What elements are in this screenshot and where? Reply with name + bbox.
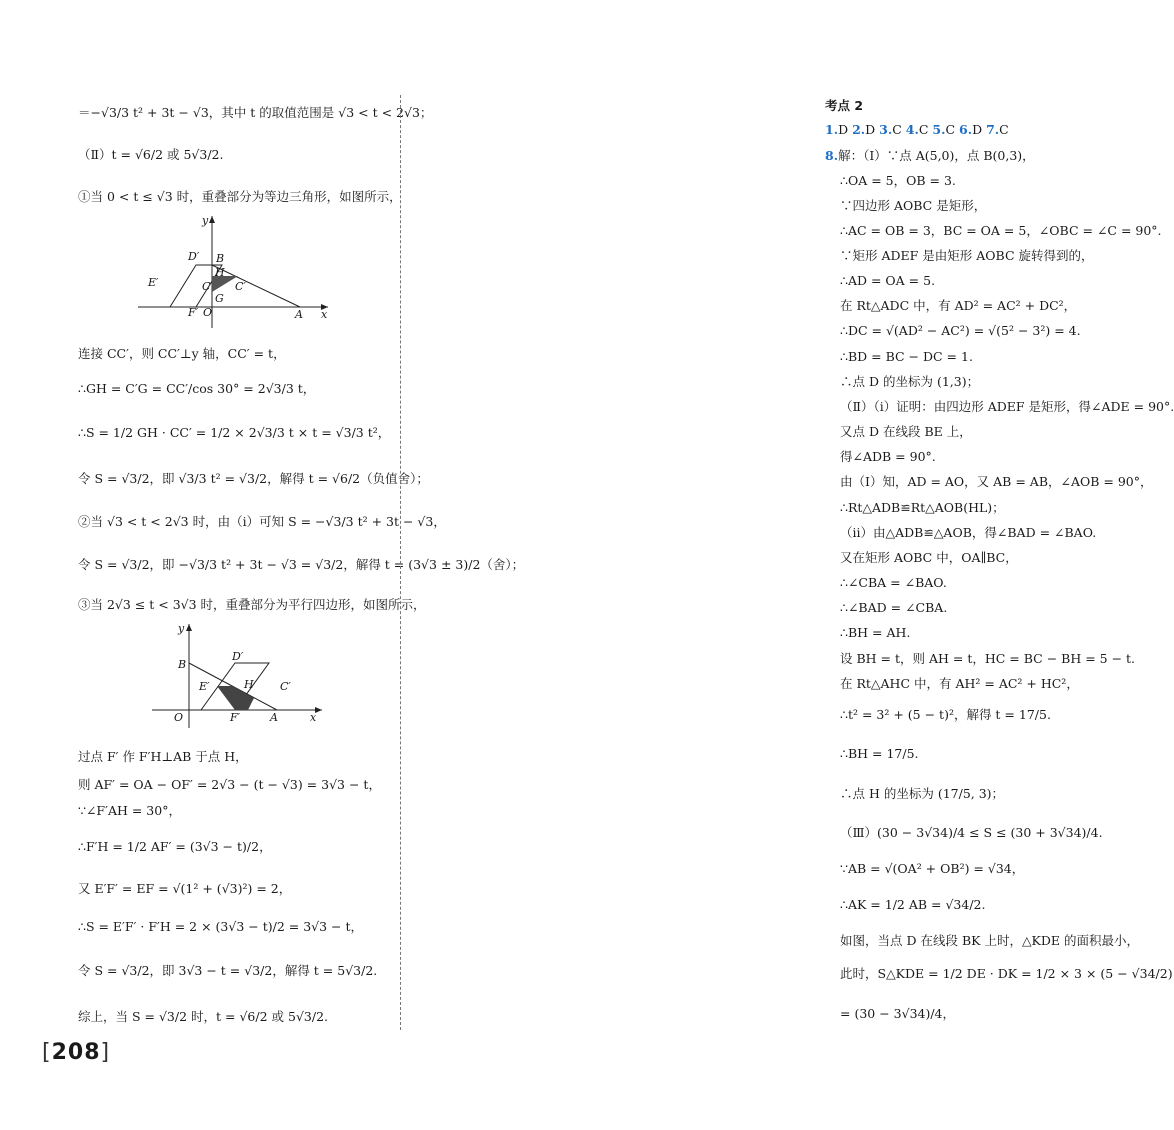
figure-2-parallelogram-overlap: [152, 620, 332, 730]
left-line-6: ∴S = 1/2 GH · CC′ = 1/2 × 2√3/3 t × t = √3/3 t²，: [78, 425, 391, 440]
left-line-17: 令 S = √3/2，即 3√3 − t = √3/2，解得 t = 5√3/2.: [78, 963, 378, 978]
answer-num-5: 5.: [932, 122, 946, 137]
answer-val-6: D: [972, 122, 983, 137]
answer-val-1: D: [838, 122, 849, 137]
right-line-13: 得∠ADB = 90°.: [840, 449, 936, 464]
answer-num-6: 6.: [959, 122, 973, 137]
left-line-15: 又 E′F′ = EF = √(1² + (√3)²) = 2，: [78, 881, 292, 896]
left-line-3: ①当 0 < t ≤ √3 时，重叠部分为等边三角形，如图所示，: [78, 189, 402, 204]
left-line-2: （Ⅱ）t = √6/2 或 5√3/2.: [78, 147, 224, 162]
right-line-10: ∴点 D 的坐标为 (1,3)；: [840, 374, 980, 389]
fig1-label-O: O: [203, 306, 213, 319]
fig2-label-x: x: [310, 711, 317, 724]
left-line-9: 令 S = √3/2，即 −√3/3 t² + 3t − √3 = √3/2，解得 t = (3√3 ± 3)/2（舍）；: [78, 557, 525, 572]
left-line-7: 令 S = √3/2，即 √3/3 t² = √3/2，解得 t = √6/2（负值舍）；: [78, 471, 429, 486]
right-line-30: 此时，S△KDE = 1/2 DE · DK = 1/2 × 3 × (5 − √34/2): [840, 966, 1173, 981]
right-line-28: ∴AK = 1/2 AB = √34/2.: [840, 897, 986, 912]
left-line-14: ∴F′H = 1/2 AF′ = (3√3 − t)/2，: [78, 839, 272, 854]
fig2-label-B: B: [178, 658, 187, 671]
fig2-label-O: O: [174, 711, 184, 724]
left-line-4: 连接 CC′，则 CC′⊥y 轴，CC′ = t，: [78, 346, 286, 361]
right-line-31: = (30 − 3√34)/4，: [840, 1006, 956, 1021]
right-line-29: 如图，当点 D 在线段 BK 上时，△KDE 的面积最小，: [840, 933, 1140, 948]
left-line-13: ∵∠F′AH = 30°，: [78, 803, 181, 818]
column-divider: [400, 95, 401, 1030]
fig1-label-D: D′: [188, 250, 200, 263]
answer-val-2: D: [865, 122, 876, 137]
page-number-value: 208: [51, 1040, 101, 1065]
fig2-label-A: A: [270, 711, 278, 724]
left-line-1: ＝−√3/3 t² + 3t − √3，其中 t 的取值范围是 √3 < t < 2√3；: [78, 105, 433, 120]
right-line-8: ∴DC = √(AD² − AC²) = √(5² − 3²) = 4.: [840, 323, 1081, 338]
fig1-label-G: G: [215, 292, 224, 305]
fig2-label-E: E′: [199, 680, 210, 693]
answer-num-1: 1.: [825, 122, 839, 137]
fig2-label-F: F′: [230, 711, 241, 724]
answer-num-2: 2.: [852, 122, 866, 137]
right-line-24: ∴BH = 17/5.: [840, 746, 919, 761]
fig1-label-F: F′: [188, 306, 199, 319]
right-line-15: ∴Rt△ADB≌Rt△AOB(HL)；: [840, 500, 1005, 515]
left-line-12: 则 AF′ = OA − OF′ = 2√3 − (t − √3) = 3√3 − t，: [78, 777, 381, 792]
fig1-label-B: B: [216, 252, 225, 265]
fig2-label-H: H: [244, 678, 254, 691]
fig2-label-y: y: [178, 622, 185, 635]
right-line-22: 在 Rt△AHC 中，有 AH² = AC² + HC²，: [840, 676, 1079, 691]
left-line-10: ③当 2√3 ≤ t < 3√3 时，重叠部分为平行四边形，如图所示，: [78, 597, 426, 612]
right-line-14: 由（Ⅰ）知，AD = AO，又 AB = AB，∠AOB = 90°，: [840, 474, 1153, 489]
q8-number: 8.: [825, 148, 839, 163]
left-line-8: ②当 √3 < t < 2√3 时，由（ⅰ）可知 S = −√3/3 t² + 3t − √3，: [78, 514, 446, 529]
right-line-11: （Ⅱ）（ⅰ）证明：由四边形 ADEF 是矩形，得∠ADE = 90°.: [840, 399, 1174, 414]
answer-val-7: C: [999, 122, 1009, 137]
answer-row: [825, 121, 1009, 139]
right-line-25: ∴点 H 的坐标为 (17/5, 3)；: [840, 786, 1005, 801]
right-line-23: ∴t² = 3² + (5 − t)²，解得 t = 17/5.: [840, 707, 1051, 722]
right-line-19: ∴∠BAD = ∠CBA.: [840, 600, 948, 615]
left-line-16: ∴S = E′F′ · F′H = 2 × (3√3 − t)/2 = 3√3 − t，: [78, 919, 364, 934]
fig1-label-y: y: [202, 214, 209, 227]
fig1-label-E: E′: [148, 276, 159, 289]
right-line-12: 又点 D 在线段 BE 上，: [840, 424, 972, 439]
right-line-26: （Ⅲ）(30 − 3√34)/4 ≤ S ≤ (30 + 3√34)/4.: [840, 825, 1103, 840]
right-line-4: ∴AC = OB = 3，BC = OA = 5，∠OBC = ∠C = 90°.: [840, 223, 1162, 238]
right-line-21: 设 BH = t，则 AH = t，HC = BC − BH = 5 − t.: [840, 651, 1136, 666]
right-line-3: ∵四边形 AOBC 是矩形，: [840, 198, 987, 213]
right-line-7: 在 Rt△ADC 中，有 AD² = AC² + DC²，: [840, 298, 1077, 313]
answer-val-3: C: [892, 122, 902, 137]
fig1-label-A: A: [295, 308, 303, 321]
left-line-18: 综上，当 S = √3/2 时，t = √6/2 或 5√3/2.: [78, 1009, 328, 1024]
fig1-label-C: C: [202, 280, 211, 293]
right-line-2: ∴OA = 5，OB = 3.: [840, 173, 956, 188]
figure-1-triangle-overlap: [138, 210, 338, 330]
answer-num-4: 4.: [905, 122, 919, 137]
answer-val-4: C: [918, 122, 929, 137]
right-line-9: ∴BD = BC − DC = 1.: [840, 349, 973, 364]
right-line-16: （ⅱ）由△ADB≌△AOB，得∠BAD = ∠BAO.: [840, 525, 1097, 540]
right-line-5: ∵矩形 ADEF 是由矩形 AOBC 旋转得到的，: [840, 248, 1094, 263]
left-line-11: 过点 F′ 作 F′H⊥AB 于点 H，: [78, 749, 248, 764]
q8-line-1: [825, 147, 1035, 165]
q8-line-1-text: 解：（Ⅰ）∵点 A(5,0)，点 B(0,3)，: [838, 148, 1035, 163]
fig2-label-D: D′: [232, 650, 244, 663]
section-heading: 考点 2: [825, 98, 864, 113]
right-line-17: 又在矩形 AOBC 中，OA∥BC，: [840, 550, 1018, 565]
answer-num-3: 3.: [879, 122, 893, 137]
page-number: [208]: [42, 1040, 111, 1065]
left-line-5: ∴GH = C′G = CC′/cos 30° = 2√3/3 t，: [78, 381, 316, 396]
fig1-label-H: H: [215, 266, 225, 279]
answer-num-7: 7.: [986, 122, 1000, 137]
right-line-20: ∴BH = AH.: [840, 625, 911, 640]
fig2-label-Cp: C′: [280, 680, 291, 693]
right-line-18: ∴∠CBA = ∠BAO.: [840, 575, 947, 590]
right-line-27: ∵AB = √(OA² + OB²) = √34，: [840, 861, 1025, 876]
answer-val-5: C: [945, 122, 956, 137]
right-line-6: ∴AD = OA = 5.: [840, 273, 936, 288]
fig1-label-Cp: C′: [235, 280, 246, 293]
fig1-label-x: x: [321, 308, 328, 321]
